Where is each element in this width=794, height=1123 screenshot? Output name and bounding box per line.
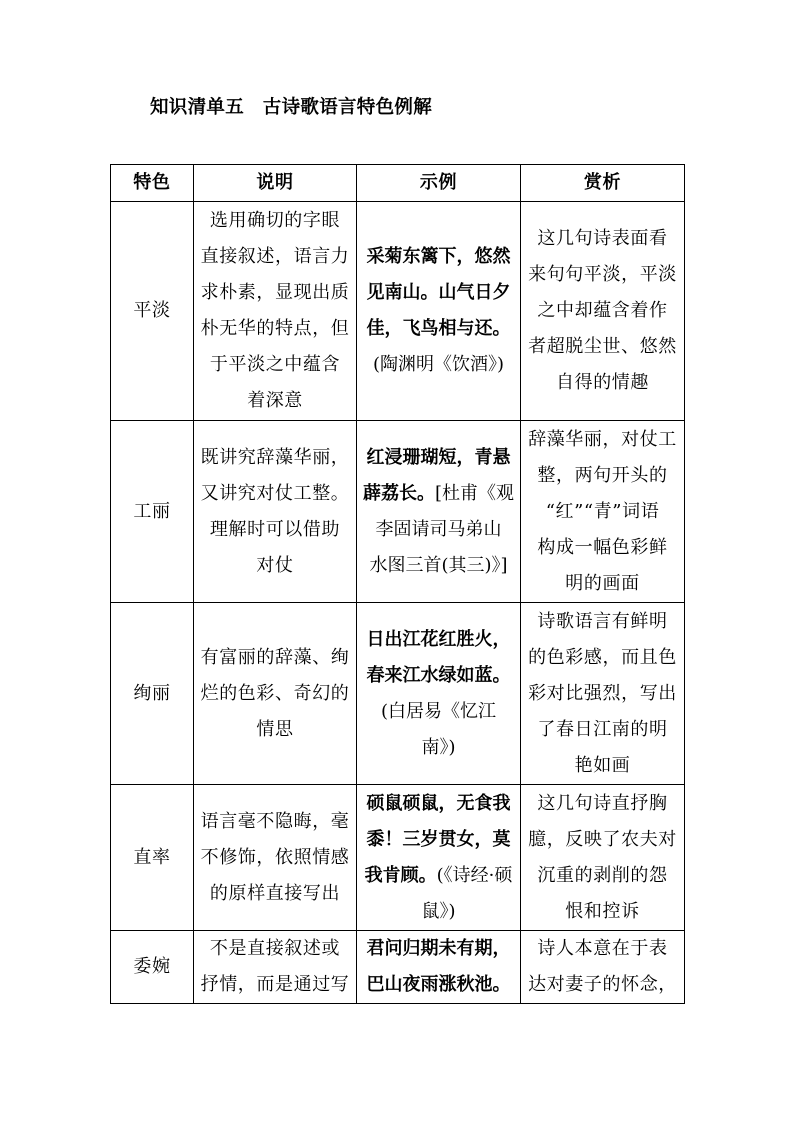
source-text: [杜甫《观: [434, 482, 515, 504]
analysis-line: 这几句诗直抒胸: [537, 792, 668, 814]
analysis-line: 构成一幅色彩鲜: [537, 536, 668, 558]
analysis-line: 辞藻华丽，对仗工: [528, 428, 677, 450]
example-line: [359, 311, 518, 347]
explanation-line: 直接叙述，语言力: [200, 246, 350, 267]
example-cell: [357, 603, 521, 785]
example-line: [359, 658, 518, 694]
example-line: [359, 512, 518, 548]
table-body: [111, 202, 685, 1004]
poem-text: 采菊东篱下，悠然: [366, 246, 511, 267]
feature-cell: 平淡: [111, 202, 194, 421]
example-cell: [357, 785, 521, 931]
example-line: [359, 440, 518, 476]
header-analysis: 赏析: [521, 165, 685, 202]
feature-cell: 绚丽: [111, 603, 194, 785]
header-feature: 特色: [111, 165, 194, 202]
explanation-line: 求朴素，显现出质: [200, 282, 350, 303]
explanation-cell: [194, 785, 357, 931]
analysis-cell: [521, 202, 685, 421]
explanation-line: 着深意: [247, 390, 303, 411]
example-line: [359, 622, 518, 658]
example-line: [359, 931, 518, 967]
analysis-line: 达对妻子的怀念，: [528, 974, 677, 995]
poem-text: 硕鼠硕鼠，无食我: [366, 792, 511, 814]
poem-text: 薜荔长。: [362, 482, 435, 504]
analysis-line: 恨和控诉: [565, 900, 640, 922]
table-header: [111, 165, 685, 202]
header-row: [111, 165, 685, 202]
poem-text: 黍！三岁贯女，莫: [366, 828, 511, 850]
poem-text: 日出江花红胜火，: [366, 628, 511, 650]
poem-text: 红浸珊瑚短，青悬: [366, 446, 511, 468]
analysis-line: 明的画面: [565, 572, 640, 594]
example-line: [359, 694, 518, 730]
example-line: [359, 786, 518, 822]
example-cell: [357, 931, 521, 1004]
table-row: [111, 785, 685, 931]
explanation-line: 选用确切的字眼: [209, 210, 341, 231]
analysis-line: 诗人本意在于表: [537, 938, 668, 959]
explanation-line: 有富丽的辞藻、绚: [200, 646, 350, 668]
table-row: [111, 202, 685, 421]
analysis-line: 沉重的剥削的怨: [537, 864, 668, 886]
explanation-line: 的原样直接写出: [209, 882, 341, 904]
table-row: [111, 421, 685, 603]
example-line: [359, 275, 518, 311]
explanation-line: 情思: [256, 718, 294, 740]
explanation-cell: [194, 202, 357, 421]
analysis-line: 者超脱尘世、悠然: [528, 336, 677, 357]
explanation-line: 于平淡之中蕴含: [209, 354, 341, 375]
analysis-line: 诗歌语言有鲜明: [537, 610, 668, 632]
source-text: (白居易《忆江: [380, 700, 497, 722]
analysis-cell: [521, 421, 685, 603]
analysis-line: 彩对比强烈，写出: [528, 682, 677, 704]
example-line: [359, 730, 518, 766]
page-title: 知识清单五 古诗歌语言特色例解: [150, 97, 433, 118]
explanation-line: 不修饰，依照情感: [200, 846, 350, 868]
explanation-line: 不是直接叙述或: [209, 938, 341, 959]
analysis-line: 之中却蕴含着作: [537, 300, 668, 321]
explanation-line: 理解时可以借助: [209, 518, 341, 540]
explanation-cell: [194, 603, 357, 785]
explanation-cell: [194, 421, 357, 603]
analysis-cell: [521, 785, 685, 931]
example-cell: [357, 202, 521, 421]
poem-text: 巴山夜雨涨秋池。: [366, 974, 511, 995]
header-explanation: 说明: [194, 165, 357, 202]
analysis-line: 臆，反映了农夫对: [528, 828, 677, 850]
table-row: [111, 603, 685, 785]
explanation-line: 烂的色彩、奇幻的: [200, 682, 350, 704]
feature-cell: 委婉: [111, 931, 194, 1004]
source-text: (陶渊明《饮酒》): [372, 354, 505, 375]
source-text: 鼠》): [421, 900, 456, 922]
source-text: 李固请司马弟山: [375, 518, 502, 540]
example-line: [359, 858, 518, 894]
analysis-cell: [521, 603, 685, 785]
example-line: [359, 822, 518, 858]
example-line: [359, 894, 518, 930]
poem-text: 我肯顾。: [364, 864, 437, 886]
analysis-line: 来句句平淡，平淡: [528, 264, 677, 285]
example-line: [359, 548, 518, 584]
analysis-line: 自得的情趣: [556, 372, 649, 393]
explanation-line: 抒情，而是通过写: [200, 974, 350, 995]
analysis-line: 艳如画: [574, 754, 631, 776]
explanation-line: 朴无华的特点，但: [200, 318, 350, 339]
poem-text: 佳，飞鸟相与还。: [366, 318, 511, 339]
analysis-line: 的色彩感，而且色: [528, 646, 677, 668]
example-cell: [357, 421, 521, 603]
language-features-table: [110, 164, 685, 1004]
feature-cell: 直率: [111, 785, 194, 931]
poem-text: 春来江水绿如蓝。: [366, 664, 511, 686]
example-line: [359, 239, 518, 275]
example-line: [359, 476, 518, 512]
source-text: 南》): [421, 736, 456, 758]
explanation-line: 既讲究辞藻华丽，: [200, 446, 350, 468]
analysis-line: “红”“青”词语: [545, 500, 660, 522]
analysis-line: 整，两句开头的: [537, 464, 668, 486]
feature-cell: 工丽: [111, 421, 194, 603]
explanation-line: 语言毫不隐晦，毫: [200, 810, 350, 832]
source-text: 水图三首(其三)》]: [369, 554, 508, 576]
explanation-line: 又讲究对仗工整。: [200, 482, 350, 504]
header-example: 示例: [357, 165, 521, 202]
poem-text: 见南山。山气日夕: [366, 282, 511, 303]
example-line: [359, 347, 518, 383]
table-row: [111, 931, 685, 1004]
analysis-line: 了春日江南的明: [537, 718, 668, 740]
explanation-cell: [194, 931, 357, 1004]
example-line: [359, 967, 518, 1003]
poem-text: 君问归期未有期，: [366, 938, 511, 959]
analysis-cell: [521, 931, 685, 1004]
explanation-line: 对仗: [256, 554, 294, 576]
analysis-line: 这几句诗表面看: [537, 228, 668, 249]
source-text: (《诗经·硕: [436, 864, 513, 886]
